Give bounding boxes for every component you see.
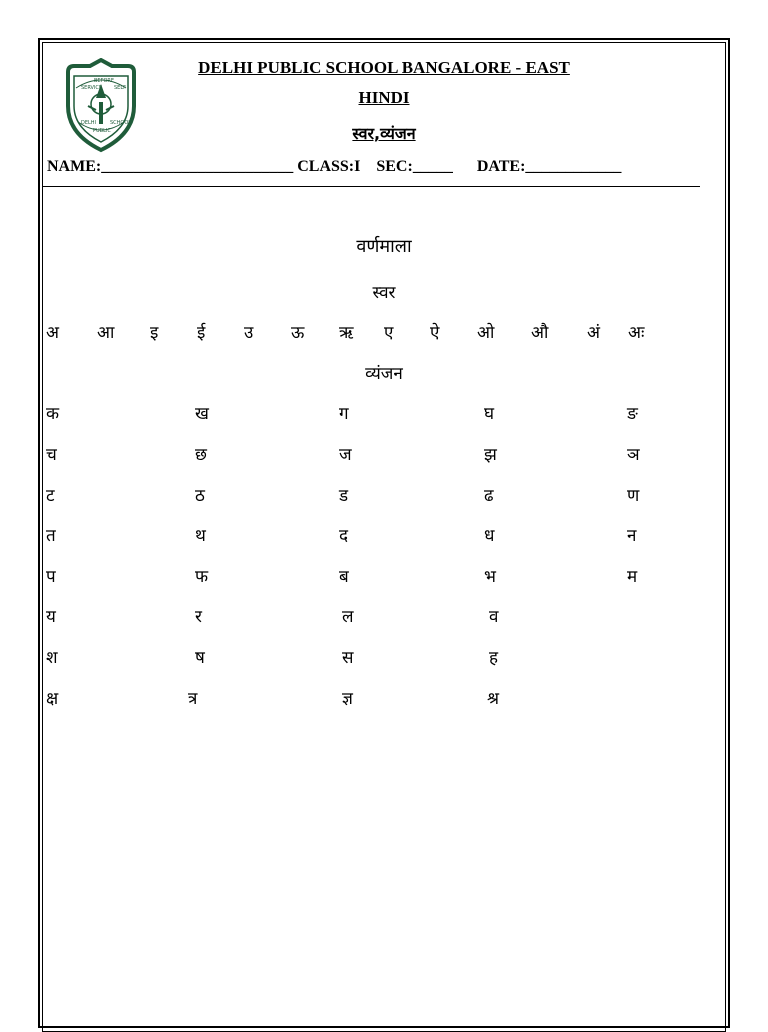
swar-letter: ओ: [477, 323, 495, 343]
vyanjan-letter: क: [46, 404, 60, 424]
subject-title: HINDI: [358, 88, 410, 107]
vyanjan-letter: ष: [195, 648, 205, 668]
vyanjan-letter: ज: [339, 445, 352, 465]
vyanjan-letter: त: [46, 526, 56, 546]
vyanjan-letter: म: [627, 567, 638, 587]
vyanjan-letter: प: [46, 567, 56, 587]
vyanjan-letter: थ: [195, 526, 206, 546]
class-field: CLASS:I: [297, 158, 361, 175]
sec-field: SEC:_____: [376, 158, 453, 175]
swar-heading: स्वर: [372, 283, 396, 303]
date-field: DATE:____________: [476, 158, 622, 175]
vyanjan-letter: च: [46, 445, 57, 465]
vyanjan-letter: त्र: [188, 689, 198, 709]
vyanjan-letter: ब: [339, 567, 349, 587]
swar-letter: ई: [197, 323, 206, 343]
school-crest-icon: [60, 58, 142, 154]
vyanjan-letter: ज्ञ: [342, 689, 353, 709]
vyanjan-letter: छ: [195, 445, 207, 465]
vyanjan-letter: ल: [342, 607, 354, 627]
vyanjan-letter: ट: [46, 486, 55, 506]
swar-letter: अ: [46, 323, 59, 343]
vyanjan-letter: ध: [484, 526, 495, 546]
vyanjan-letter: स: [342, 648, 354, 668]
swar-letter: ए: [384, 323, 394, 343]
swar-letter: ऊ: [291, 323, 305, 343]
student-info-row: [47, 158, 621, 176]
swar-letter: ऋ: [339, 323, 354, 343]
vyanjan-letter: ढ: [484, 486, 494, 506]
crest-text-service: SERVICE: [81, 85, 103, 91]
vyanjan-letter: श: [46, 648, 58, 668]
vyanjan-letter: र: [195, 607, 202, 627]
vyanjan-letter: ड: [339, 486, 349, 506]
vyanjan-letter: ञ: [627, 445, 640, 465]
alphabet-title: वर्णमाला: [356, 236, 412, 257]
vyanjan-letter: ग: [339, 404, 349, 424]
topic-title: स्वर,व्यंजन: [352, 124, 416, 143]
header-divider: [42, 186, 700, 187]
swar-letter: अं: [587, 323, 600, 343]
vyanjan-letter: घ: [484, 404, 495, 424]
vyanjan-letter: फ: [195, 567, 209, 587]
vyanjan-letter: ठ: [195, 486, 205, 506]
vyanjan-letter: ण: [627, 486, 640, 506]
crest-text-school: SCHOOL: [110, 120, 132, 126]
vyanjan-letter: य: [46, 607, 56, 627]
vyanjan-letter: क्ष: [46, 689, 59, 709]
crest-text-self: SELF: [114, 85, 126, 91]
vyanjan-letter: न: [627, 526, 637, 546]
swar-letter: ऐ: [430, 323, 440, 343]
vyanjan-letter: ङ: [627, 404, 638, 424]
name-field: NAME:________________________: [47, 158, 294, 175]
swar-letter: औ: [531, 323, 549, 343]
vyanjan-letter: झ: [484, 445, 497, 465]
vyanjan-letter: व: [489, 607, 499, 627]
swar-letter: आ: [97, 323, 115, 343]
vyanjan-letter: द: [339, 526, 349, 546]
swar-letter: इ: [150, 323, 159, 343]
swar-letter: उ: [244, 323, 254, 343]
crest-text-before: BEFORE: [94, 78, 115, 84]
crest-text-delhi: DELHI: [81, 120, 97, 126]
vyanjan-letter: ख: [195, 404, 209, 424]
vyanjan-letter: भ: [484, 567, 496, 587]
vyanjan-letter: श्र: [487, 689, 500, 709]
vyanjan-letter: ह: [489, 648, 499, 668]
crest-text-public: PUBLIC: [93, 128, 111, 134]
page-border-inner: [42, 42, 726, 1032]
swar-letter: अः: [628, 323, 645, 343]
vyanjan-heading: व्यंजन: [365, 364, 403, 384]
school-name: DELHI PUBLIC SCHOOL BANGALORE - EAST: [198, 58, 570, 77]
